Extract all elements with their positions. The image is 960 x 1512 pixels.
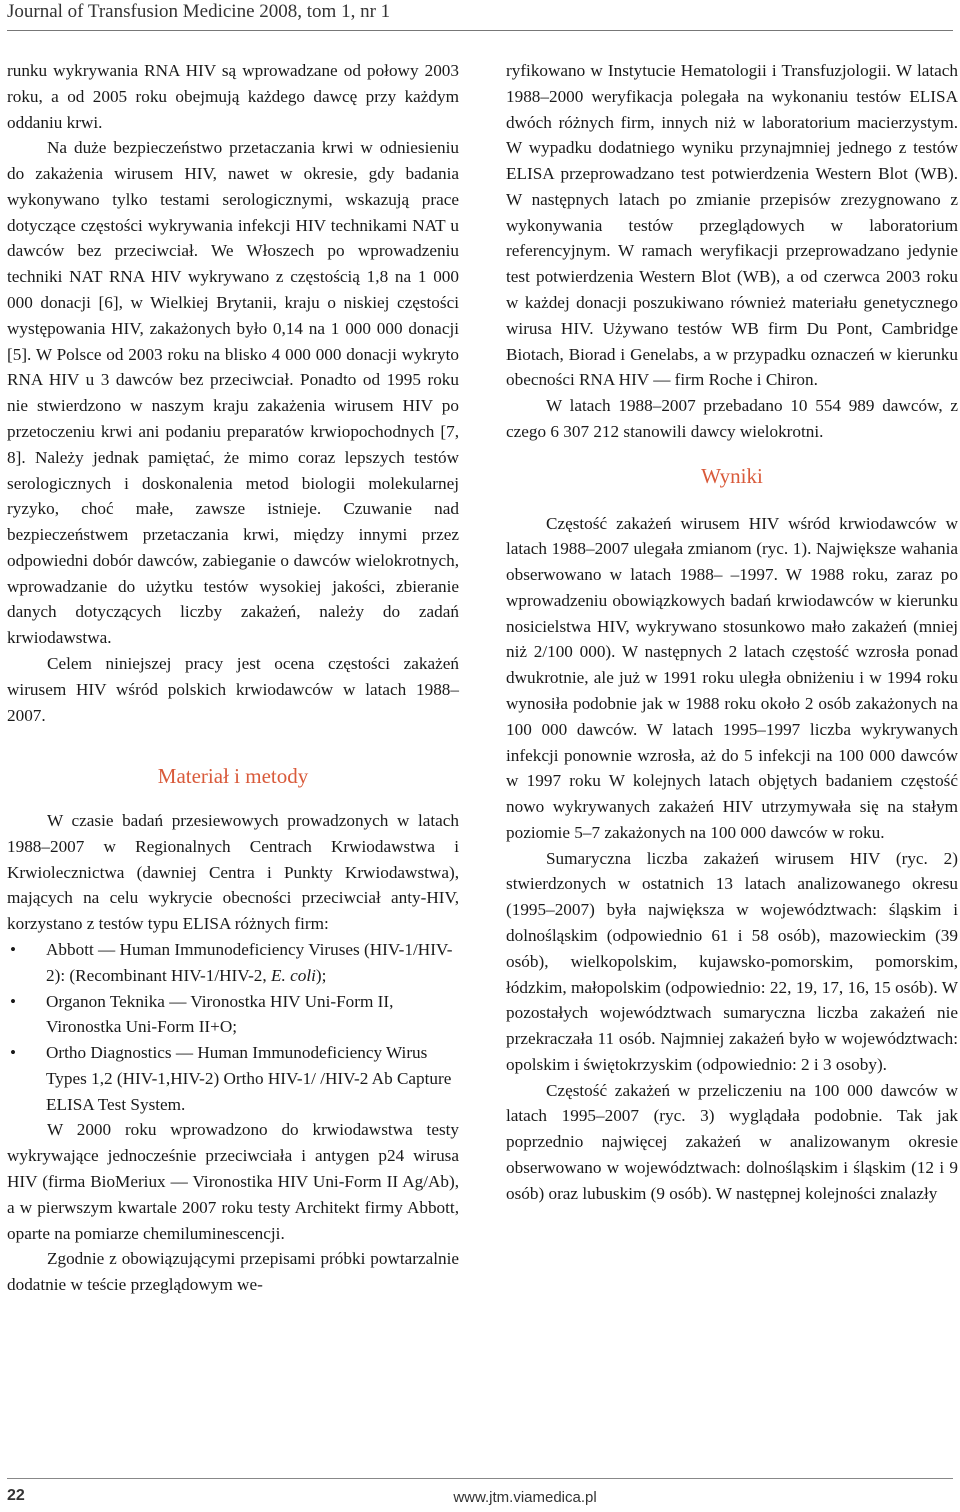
- paragraph: W 2000 roku wprowadzono do krwiodawstwa testy wykrywające jednocześnie przeciwciała i antygen p24 wirusa HIV (firma BioMeriux — Vironostika HIV Uni-Form II Ag/Ab), a w pierwszym kwartale 2007 roku testy Architekt firmy Abbott, oparte na pomiarze chemiluminescencji.: [7, 1120, 459, 1243]
- footer: [0, 1489, 960, 1506]
- paragraph: Na duże bezpieczeństwo przetaczania krwi w odniesieniu do zakażenia wirusem HIV, nawet w okresie, gdy badania wykonywano tylko testami serologicznymi, wskazują prace dotyczące częstości wykrywania infekcji HIV technikami NAT u dawców bez przeciwciał. We Włoszech po wprowadzeniu techniki NAT RNA HIV wykrywano z częstością 1,8 na 1 000 000 donacji [6], w Wielkiej Brytanii, kraju o niskiej częstości występowania HIV, zakażonych było 0,14 na 1 000 000 donacji [5]. W Polsce od 2003 roku na blisko 4 000 000 donacji wykryto RNA HIV u 3 dawców bez przeciwciał. Ponadto od 1995 roku nie stwierdzono w naszym kraju zakażenia wirusem HIV po przetoczeniu krwi ani podaniu preparatów krwiopochodnych [7, 8]. Należy jednak pamiętać, że mimo coraz lepszych testów serologicznych i doskonalenia metod biologii molekularnej ryzyko, choć małe, zawsze istnieje. Czuwanie nad bezpieczeństwem przetaczania krwi, między innymi przez odpowiedni dobór dawców, zabieganie o dawców wielokrotnych, wprowadzanie do użytku testów wysokiej jakości, zbieranie danych dotyczących liczby zakażeń, należy do zadań krwiodawstwa.: [7, 138, 459, 648]
- paragraph: Sumaryczna liczba zakażeń wirusem HIV (ryc. 2) stwierdzonych w ostatnich 13 latach analizowanego okresu (1995–2007) była największa w województwach: śląskim i dolnośląskim (odpowiednio 61 i 58 osób), mazowieckim (39 osób), wielkopolskim, kujawsko-pomorskim, pomorskim, łódzkim, małopolskim (odpowiednio: 22, 19, 17, 16, 15 osób). W pozostałych województwach sumaryczna liczba zakażeń nie przekraczała 11 osób. Najmniej zakażeń było w województwach: opolskim i świętokrzyskim (odpowiednio: 2 i 3 osoby).: [506, 848, 958, 1074]
- running-header: [7, 0, 953, 31]
- list-item-text: Abbott — Human Immunodeficiency Viruses (HIV-1/HIV-2): (Recombinant HIV-1/HIV-2,: [46, 940, 453, 985]
- left-column: [7, 58, 459, 1298]
- paragraph: Celem niniejszej pracy jest ocena częstości zakażeń wirusem HIV wśród polskich krwiodawców w latach 1988–2007.: [7, 653, 459, 725]
- list-item: [7, 937, 459, 989]
- paragraph: Częstość zakażeń wirusem HIV wśród krwiodawców w latach 1988–2007 ulegała zmianom (ryc. 1). Największe wahania obserwowano w latach 1988– –1997. W 1988 roku, zaraz po wprowadzeniu obowiązkowych badań krwiodawców w kierunku nosicielstwa HIV, wykrywano stosunkowo mało zakażeń (mniej niż 2/100 000). W następnych 2 latach częstość wzrosła ponad dwukrotnie, ale już w 1991 roku uległa obniżeniu i w 1994 roku wynosiła podobnie jak w 1988 roku około 2 osób zakażonych na 100 000 dawców. W latach 1995–1997 liczba wykrywanych infekcji ponownie wzrosła, aż do 5 infekcji na 100 000 dawców w 1997 roku W kolejnych latach objętych badaniem częstość nowo wykrywanych zakażeń HIV utrzymywała się na stałym poziomie 5–7 zakażonych na 100 000 dawców w roku.: [506, 513, 958, 842]
- footer-divider: [7, 1478, 953, 1479]
- paragraph: W czasie badań przesiewowych prowadzonych w latach 1988–2007 w Regionalnych Centrach Krwiodawstwa i Krwiolecznictwa (dawniej Centra i Punkty Krwiodawstwa), mających na celu wykrycie obecności przeciwciał anty-HIV, korzystano z testów typu ELISA różnych firm:: [7, 811, 459, 934]
- paragraph: Częstość zakażeń w przeliczeniu na 100 000 dawców w latach 1995–2007 (ryc. 3) wyglądała podobnie. Tak jak poprzednio najwięcej zakażeń w analizowanym okresie obserwowano w województwach: dolnośląskim i śląskim (12 i 9 osób) oraz lubuskim (9 osób). W następnej kolejności znalazły: [506, 1080, 958, 1203]
- paragraph: W latach 1988–2007 przebadano 10 554 989 dawców, z czego 6 307 212 stanowili dawcy wielokrotni.: [506, 396, 958, 441]
- test-list: [7, 937, 459, 1117]
- section-heading-results: Wyniki: [701, 463, 763, 488]
- list-item: • Organon Teknika — Vironostka HIV Uni-Form II, Vironostka Uni-Form II+O;: [7, 989, 459, 1041]
- paragraph: ryfikowano w Instytucie Hematologii i Transfuzjologii. W latach 1988–2000 weryfikacja polegała na wykonaniu testów ELISA dwóch różnych firm, innych niż w laboratorium macierzystym. W wypadku dodatniego wyniku przynajmniej jednego z testów ELISA przeprowadzano test potwierdzenia Western Blot (WB). W następnych latach po zmianie przepisów zrezygnowano z wykonywania testów przeglądowych w laboratorium referencyjnym. W ramach weryfikacji przeprowadzano jedynie test potwierdzenia Western Blot (WB), a od czerwca 2003 roku w każdej donacji poszukiwano również materiału genetycznego wirusa HIV. Używano testów WB firm Du Pont, Cambridge Biotach, Biorad i Genelabs, a w przypadku oznaczeń w kierunku obecności RNA HIV — firm Roche i Chiron.: [506, 61, 958, 390]
- journal-url-link[interactable]: www.jtm.viamedica.pl: [453, 1489, 597, 1506]
- journal-title: Journal of Transfusion Medicine 2008, tom 1, nr 1: [7, 1, 391, 22]
- page-number: 22: [7, 1487, 25, 1504]
- paragraph: runku wykrywania RNA HIV są wprowadzane od połowy 2003 roku, a od 2005 roku obejmują każdego dawcę przy każdym oddaniu krwi.: [7, 61, 459, 132]
- list-item: • Ortho Diagnostics — Human Immunodeficiency Wirus Types 1,2 (HIV-1,HIV-2) Ortho HIV-1/ /HIV-2 Ab Capture ELISA Test System.: [7, 1040, 459, 1117]
- list-item-italic: E. coli: [271, 965, 316, 985]
- section-heading-methods: Materiał i metody: [157, 764, 309, 789]
- paragraph: Zgodnie z obowiązującymi przepisami próbki powtarzalnie dodatnie w teście przeglądowym we-: [7, 1249, 459, 1295]
- list-item-end: );: [315, 965, 327, 985]
- right-column: [506, 58, 958, 1207]
